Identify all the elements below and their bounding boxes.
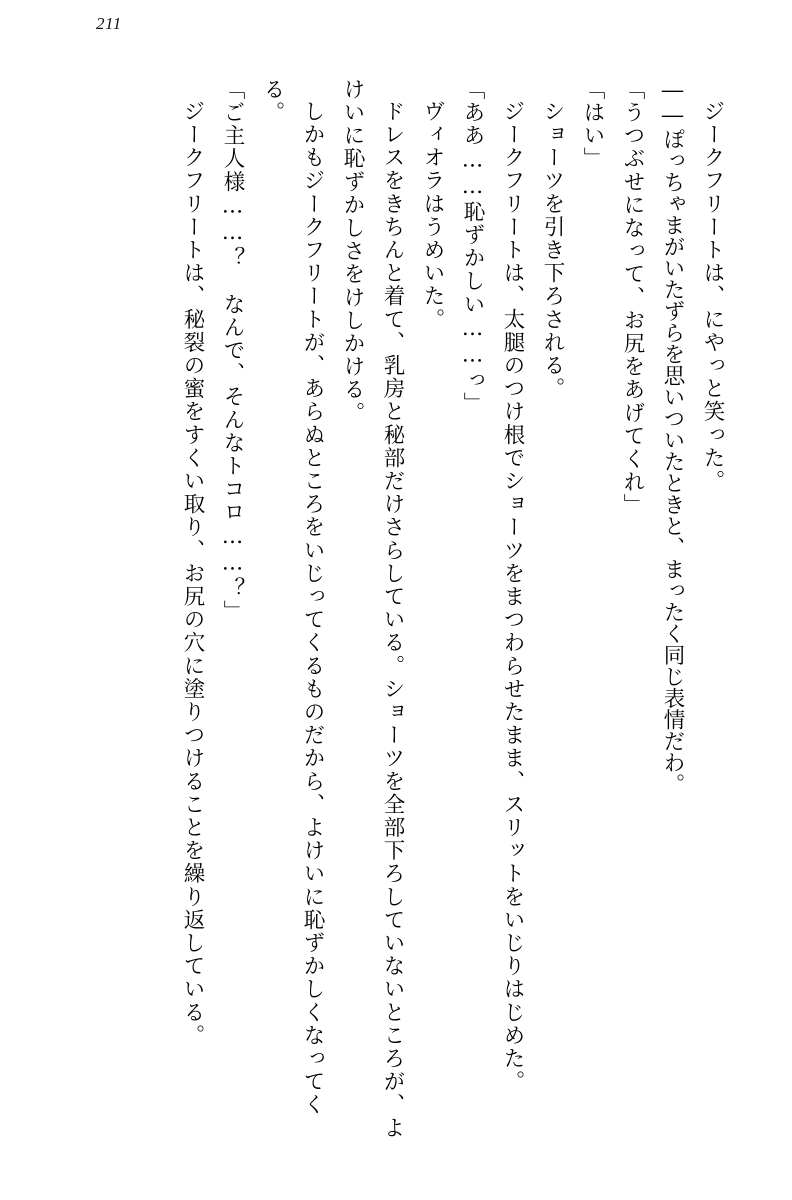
paragraph: ――ぽっちゃまがいたずらを思いついたときと、まったく同じ表情だわ。 — [660, 78, 685, 795]
paragraph: 「ああ……恥ずかしい……っ」 — [460, 78, 485, 416]
paragraph: ヴィオラはうめいた。 — [420, 99, 445, 331]
paragraph: しかもジークフリートが、あらぬところをいじってくるものだから、よけいに恥ずかしくなってくる。 — [260, 78, 325, 1116]
paragraph: ジークフリートは、太腿のつけ根でショーツをまつわらせたまま、スリットをいじりはじめた。 — [500, 99, 525, 1093]
page-number: 211 — [96, 14, 122, 33]
paragraph: ジークフリートは、にやっと笑った。 — [700, 99, 725, 493]
paragraph: 「うつぶせになって、お尻をあげてくれ」 — [620, 78, 645, 517]
paragraph: ショーツを引き下ろされる。 — [540, 99, 565, 400]
page-body-text — [60, 78, 732, 1158]
paragraph: ドレスをきちんと着て、乳房と秘部だけさらしている。ショーツを全部下ろしていないところが、よけいに恥ずかしさをけしかける。 — [340, 78, 405, 1139]
paragraph: 「ご主人様……？ なんで、そんなトコロ……？」 — [220, 78, 245, 624]
paragraph: ジークフリートは、秘裂の蜜をすくい取り、お尻の穴に塗りつけることを繰り返している。 — [180, 99, 205, 1047]
paragraph: 「はい」 — [580, 78, 605, 171]
